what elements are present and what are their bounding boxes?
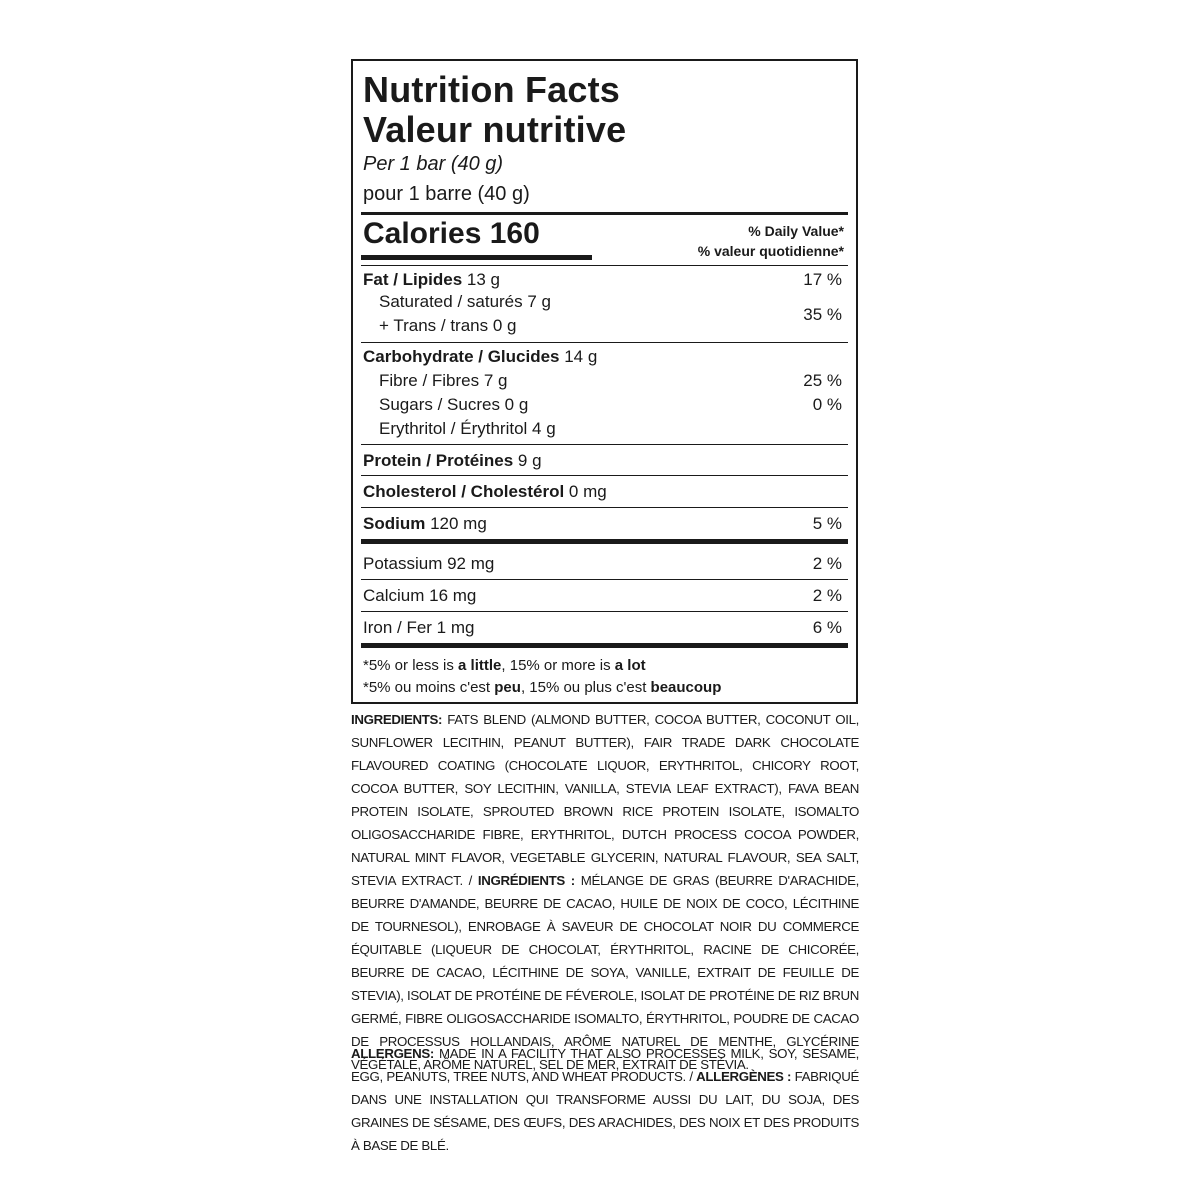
cholesterol-amount: 0 mg <box>564 482 607 501</box>
calcium-text: Calcium 16 mg <box>363 586 477 605</box>
potassium-text: Potassium 92 mg <box>363 554 495 573</box>
divider <box>361 265 848 266</box>
saturated-text: Saturated / saturés 7 g <box>379 292 551 311</box>
serving-size-french: pour 1 barre (40 g) <box>363 183 530 205</box>
potassium-percent: 2 % <box>812 554 842 573</box>
divider <box>361 342 848 343</box>
fat-row <box>363 270 842 290</box>
footnote-english-text: , 15% or more is <box>501 657 615 674</box>
footnote-french-text: *5% ou moins c'est <box>363 679 495 696</box>
iron-percent: 6 % <box>812 618 842 637</box>
allergens-label-english: ALLERGENS: <box>351 1046 434 1061</box>
fat-amount: 13 g <box>462 270 500 289</box>
trans-row <box>379 316 842 336</box>
footnote-french-text: , 15% ou plus c'est <box>520 679 651 696</box>
allergens-paragraph <box>351 1042 859 1157</box>
footnote-english-bold: a lot <box>614 657 646 674</box>
erythritol-text: Erythritol / Érythritol 4 g <box>379 419 556 438</box>
iron-row <box>363 618 842 638</box>
footnote-english-text: *5% or less is <box>363 657 459 674</box>
sodium-row <box>363 514 842 534</box>
ingredients-text-english: FATS BLEND (ALMOND BUTTER, COCOA BUTTER, COCONUT OIL, SUNFLOWER LECITHIN, PEANUT BUTTER), FAIR TRADE DARK CHOCOLATE FLAVOURED COATING (CHOCOLATE LIQUOR, ERYTHRITOL, CHICORY ROOT, COCOA BUTTER, SOY LECITHIN, VANILLA, STEVIA LEAF EXTRACT), FAVA BEAN PROTEIN ISOLATE, SPROUTED BROWN RICE PROTEIN ISOLATE, ISOMALTO OLIGOSACCHARIDE FIBRE, ERYTHRITOL, DUTCH PROCESS COCOA POWDER, NATURAL MINT FLAVOR, VEGETABLE GLYCERIN, NATURAL FLAVOUR, SEA SALT, STEVIA EXTRACT. / <box>351 712 859 888</box>
divider <box>361 475 848 476</box>
title-english: Nutrition Facts <box>363 69 621 110</box>
footnote-french-bold: beaucoup <box>650 679 722 696</box>
daily-value-header-english: % Daily Value* <box>748 223 844 239</box>
protein-amount: 9 g <box>513 451 542 470</box>
sodium-percent: 5 % <box>812 514 842 533</box>
footnote-french <box>363 679 721 696</box>
divider <box>361 444 848 445</box>
daily-value-header-french: % valeur quotidienne* <box>697 243 844 259</box>
erythritol-row <box>379 419 842 439</box>
cholesterol-row <box>363 482 842 502</box>
divider <box>361 579 848 580</box>
sugars-row <box>379 395 842 415</box>
calories: Calories 160 <box>363 217 540 250</box>
ingredients-label-french: INGRÉDIENTS : <box>477 873 575 888</box>
calcium-percent: 2 % <box>812 586 842 605</box>
sugars-text: Sugars / Sucres 0 g <box>379 395 529 414</box>
divider-thick <box>361 643 848 648</box>
iron-text: Iron / Fer 1 mg <box>363 618 475 637</box>
fibre-row <box>379 371 842 391</box>
serving-size-english: Per 1 bar (40 g) <box>363 153 504 175</box>
sodium-name: Sodium <box>363 514 426 533</box>
allergens-label-french: ALLERGÈNES : <box>696 1069 792 1084</box>
calcium-row <box>363 586 842 606</box>
allergens-text-french: FABRIQUÉ DANS UNE INSTALLATION QUI TRANSFORME AUSSI DU LAIT, DU SOJA, DES GRAINES DE SÉSAME, DES ŒUFS, DES ARACHIDES, DES NOIX ET DES PRODUITS À BASE DE BLÉ. <box>351 1069 860 1153</box>
protein-row <box>363 451 842 471</box>
footnote-french-bold: peu <box>494 679 521 696</box>
footnote-english <box>363 657 646 674</box>
carbohydrate-amount: 14 g <box>559 347 598 366</box>
sugars-percent: 0 % <box>812 395 842 414</box>
protein-name: Protein / Protéines <box>363 451 514 470</box>
sat-trans-percent: 35 % <box>803 305 842 324</box>
allergens-text-english: MADE IN A FACILITY THAT ALSO PROCESSES MILK, SOY, SESAME, EGG, PEANUTS, TREE NUTS, AND WHEAT PRODUCTS. / <box>351 1046 859 1084</box>
footnote-english-bold: a little <box>458 657 502 674</box>
carbohydrate-row <box>363 347 842 367</box>
calories-underline <box>361 255 592 260</box>
ingredients-label-english: INGREDIENTS: <box>351 712 443 727</box>
divider-thick <box>361 539 848 544</box>
trans-text: + Trans / trans 0 g <box>379 316 517 335</box>
ingredients-text-french: MÉLANGE DE GRAS (BEURRE D'ARACHIDE, BEURRE D'AMANDE, BEURRE DE CACAO, HUILE DE NOIX DE COCO, LÉCITHINE DE TOURNESOL), ENROBAGE À SAVEUR DE CHOCOLAT NOIR DU COMMERCE ÉQUITABLE (LIQUEUR DE CHOCOLAT, ÉRYTHRITOL, RACINE DE CHICORÉE, BEURRE DE CACAO, LÉCITHINE DE SOYA, VANILLE, EXTRAIT DE FEUILLE DE STEVIA), ISOLAT DE PROTÉINE DE FÉVEROLE, ISOLAT DE PROTÉINE DE RIZ BRUN GERMÉ, FIBRE OLIGOSACCHARIDE ISOMALTO, ÉRYTHRITOL, POUDRE DE CACAO DE PROCESSUS HOLLANDAIS, ARÔME NATUREL DE MENTHE, GLYCÉRINE VÉGÉTALE, ARÔME NATUREL, SEL DE MER, EXTRAIT DE STÉVIA. <box>351 873 859 1072</box>
fat-name: Fat / Lipides <box>363 270 463 289</box>
fibre-text: Fibre / Fibres 7 g <box>379 371 508 390</box>
divider-thick <box>361 212 848 215</box>
title-french: Valeur nutritive <box>363 109 627 150</box>
divider <box>361 611 848 612</box>
fat-percent: 17 % <box>803 270 842 289</box>
ingredients-paragraph <box>351 708 859 1076</box>
fibre-percent: 25 % <box>803 371 842 390</box>
sodium-amount: 120 mg <box>425 514 487 533</box>
cholesterol-name: Cholesterol / Cholestérol <box>363 482 565 501</box>
potassium-row <box>363 554 842 574</box>
nutrition-facts-table <box>351 59 858 704</box>
carbohydrate-name: Carbohydrate / Glucides <box>363 347 560 366</box>
saturated-row <box>379 292 842 312</box>
divider <box>361 507 848 508</box>
